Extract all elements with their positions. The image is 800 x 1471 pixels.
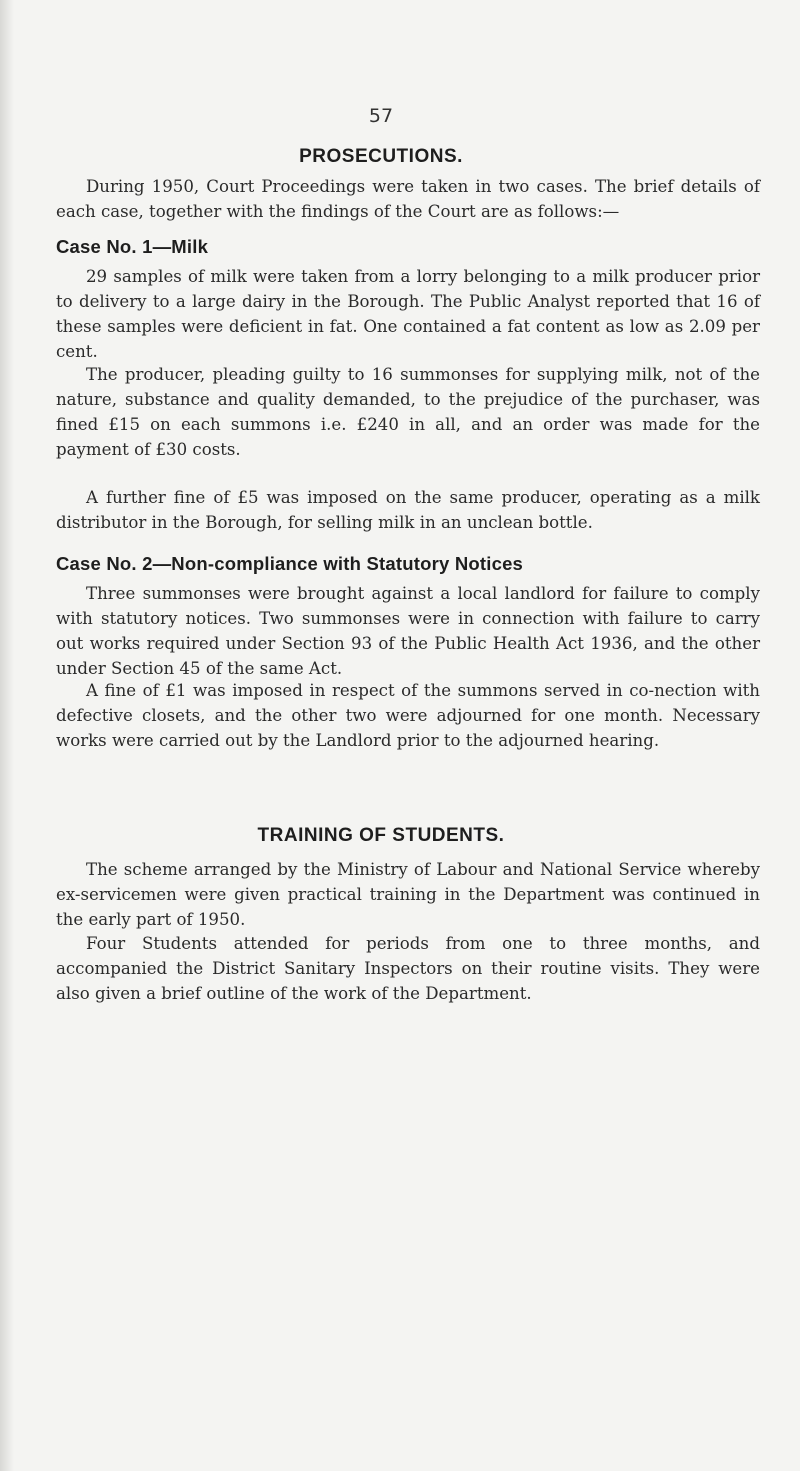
- prosecutions-intro: During 1950, Court Proceedings were taken in two cases. The brief details of each case, together with the findings of the Court are as follows:—: [56, 177, 760, 221]
- case-2-paragraph-2: A fine of £1 was imposed in respect of the summons served in co-nection with defective closets, and the other two were adjourned for one month. Necessary works were carried out by the Landlord prior to the adjourned hearing.: [56, 681, 760, 750]
- case-1-heading: Case No. 1—Milk: [56, 236, 209, 257]
- training-paragraph-2: Four Students attended for periods from one to three months, and accompanied the District Sanitary Inspectors on their routine visits. They were also given a brief outline of the work of the Department.: [56, 934, 760, 1003]
- prosecutions-heading: PROSECUTIONS.: [299, 146, 463, 167]
- case-2-paragraph-1: Three summonses were brought against a local landlord for failure to comply with statutory notices. Two summonses were in connection with failure to carry out works required under Section 93 of the Public Health Act 1936, and the other under Section 45 of the same Act.: [56, 584, 760, 678]
- case-1-paragraph-3: A further fine of £5 was imposed on the same producer, operating as a milk distributor in the Borough, for selling milk in an unclean bottle.: [56, 488, 760, 532]
- training-heading: TRAINING OF STUDENTS.: [257, 825, 505, 846]
- page-number: 57: [368, 105, 394, 127]
- case-1-paragraph-1: 29 samples of milk were taken from a lorry belonging to a milk producer prior to delivery to a large dairy in the Borough. The Public Analyst reported that 16 of these samples were deficient in fat. One contained a fat content as low as 2.09 per cent.: [56, 267, 760, 361]
- page-edge-shadow: [0, 0, 14, 1471]
- case-2-heading: Case No. 2—Non-compliance with Statutory Notices: [56, 553, 524, 574]
- case-1-paragraph-2: The producer, pleading guilty to 16 summonses for supplying milk, not of the nature, substance and quality demanded, to the prejudice of the purchaser, was fined £15 on each summons i.e. £240 in all, and an order was made for the payment of £30 costs.: [56, 365, 760, 459]
- training-paragraph-1: The scheme arranged by the Ministry of Labour and National Service whereby ex-servicemen were given practical training in the Department was continued in the early part of 1950.: [56, 860, 760, 929]
